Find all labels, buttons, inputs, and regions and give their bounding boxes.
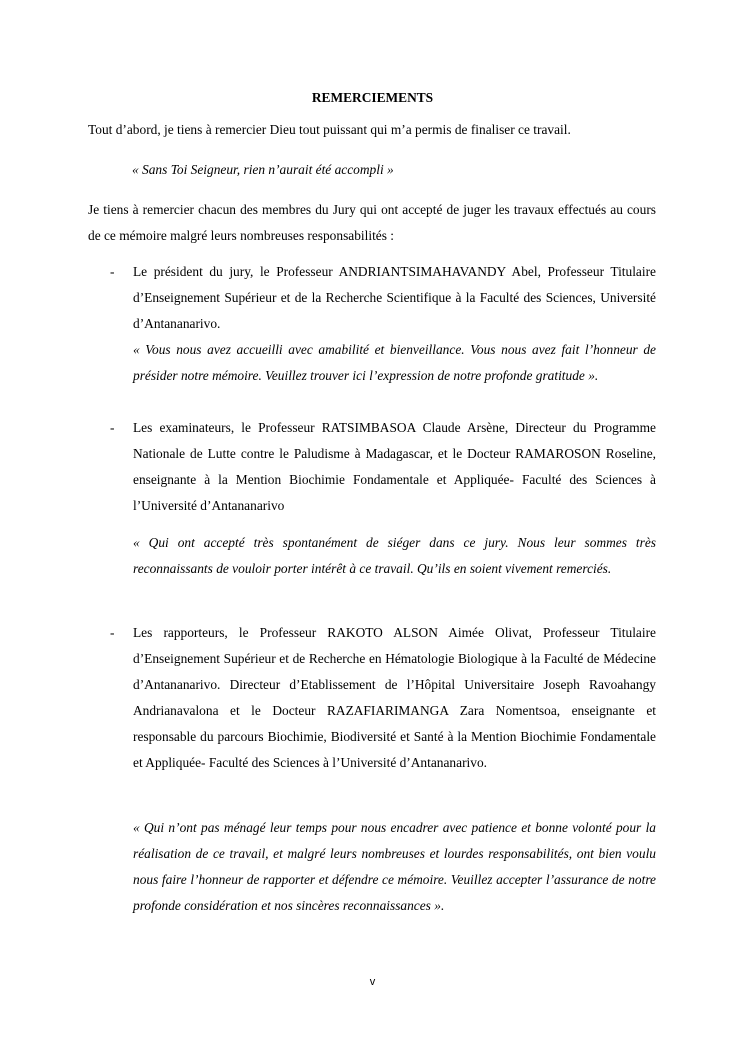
list-bullet: -: [110, 264, 115, 279]
list-bullet: -: [110, 420, 115, 435]
list-bullet: -: [110, 625, 115, 640]
jury-president-quote: « Vous nous avez accueilli avec amabilité et bienveillance. Vous nous avez fait l’honneur de présider notre mémoire. Veuillez trouver ici l’expression de notre profonde gratitude ».: [133, 342, 656, 383]
examiners-quote: « Qui ont accepté très spontanément de siéger dans ce jury. Nous leur sommes très reconnaissants de vouloir porter intérêt à ce travail. Qu’ils en soient vivement remerciés.: [133, 535, 656, 576]
reporters-text: Les rapporteurs, le Professeur RAKOTO ALSON Aimée Olivat, Professeur Titulaire d’Enseignement Supérieur et de Recherche en Hématologie Biologique à la Faculté de Médecine d’Antananarivo. Directeur d’Etablissement de l’Hôpital Universitaire Joseph Ravoahangy Andrianavalona et le Docteur RAZAFIARIMANGA Zara Nomentsoa, enseignante et responsable du parcours Biochimie, Biodiversité et Santé à la Mention Biochimie Fondamentale et Appliquée- Faculté des Sciences à l’Université d’Antananarivo.: [133, 625, 656, 770]
dedication-quote: « Sans Toi Seigneur, rien n’aurait été accompli »: [132, 162, 394, 177]
page-title: REMERCIEMENTS: [311, 90, 434, 105]
jury-president-text: Le président du jury, le Professeur ANDRIANTSIMAHAVANDY Abel, Professeur Titulaire d’Enseignement Supérieur et de la Recherche Scientifique à la Faculté des Sciences, Université d’Antananarivo.: [133, 264, 656, 331]
jury-intro-paragraph: Je tiens à remercier chacun des membres du Jury qui ont accepté de juger les travaux effectués au cours de ce mémoire malgré leurs nombreuses responsabilités :: [88, 202, 656, 243]
reporters-quote: « Qui n’ont pas ménagé leur temps pour nous encadrer avec patience et bonne volonté pour la réalisation de ce travail, et malgré leurs nombreuses et lourdes responsabilités, ont bien voulu nous faire l’honneur de rapporter et défendre ce mémoire. Veuillez accepter l’assurance de notre profonde considération et nos sincères reconnaissances ».: [133, 820, 656, 913]
intro-paragraph: Tout d’abord, je tiens à remercier Dieu tout puissant qui m’a permis de finaliser ce travail.: [88, 122, 571, 137]
page-number: v: [369, 976, 376, 988]
examiners-text: Les examinateurs, le Professeur RATSIMBASOA Claude Arsène, Directeur du Programme Nationale de Lutte contre le Paludisme à Madagascar, et le Docteur RAMAROSON Roseline, enseignante à la Mention Biochimie Fondamentale et Appliquée- Faculté des Sciences à l’Université d’Antananarivo: [133, 420, 656, 513]
